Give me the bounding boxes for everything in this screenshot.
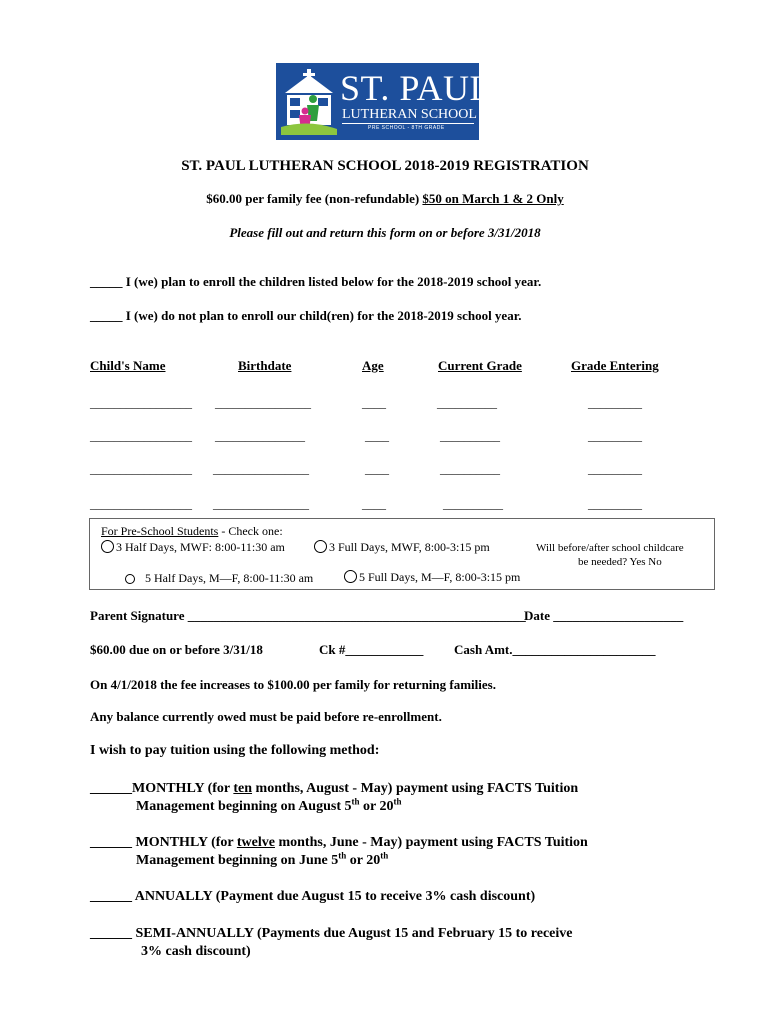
preschool-option-5-half-days[interactable] [125,571,313,586]
option-label: 5 Full Days, M—F, 8:00-3:15 pm [359,570,521,584]
logo-subtitle: LUTHERAN SCHOOL [342,107,477,122]
fee-increase-note: On 4/1/2018 the fee increases to $100.00 per family for returning families. [90,677,496,692]
superscript: th [380,850,389,861]
fee-discount-text: $50 on March 1 & 2 Only [422,191,564,206]
option-label: 5 Half Days, M—F, 8:00-11:30 am [145,571,314,585]
current-grade-field[interactable]: __________ [440,429,500,443]
date-label: Date [524,608,550,623]
tuition-blank[interactable]: ______ [90,889,132,904]
enroll-option-not-plan[interactable] [90,308,522,324]
logo-title: ST. PAUL [340,68,493,108]
preschool-heading-rest: - Check one: [218,524,283,538]
preschool-heading [101,524,283,539]
radio-circle-icon[interactable] [125,574,135,584]
option-text: or 20 [359,799,394,814]
col-header-age: Age [362,358,384,373]
age-field[interactable]: ____ [365,462,389,476]
option-text: MONTHLY (for [132,835,237,850]
option-emphasis: ten [233,781,253,796]
date-row [524,608,683,624]
option-label: 3 Full Days, MWF, 8:00-3:15 pm [329,540,490,554]
current-grade-field[interactable]: __________ [437,396,497,410]
balance-note: Any balance currently owed must be paid before re-enrollment. [90,709,442,724]
parent-signature-label: Parent Signature [90,608,185,623]
superscript: th [351,796,360,807]
option-text: months, June - May) payment using FACTS Tuition [274,835,588,850]
birthdate-field[interactable]: ________________ [213,497,309,511]
col-header-grade-entering: Grade Entering [571,358,659,373]
check-number-field[interactable]: ____________ [345,642,424,657]
col-header-birthdate: Birthdate [238,358,292,373]
tuition-option-annually[interactable] [90,889,535,905]
radio-circle-icon[interactable] [314,540,327,553]
tuition-blank[interactable]: ______ [90,926,132,941]
return-instruction: Please fill out and return this form on or before 3/31/2018 [229,225,541,240]
cash-amount-row [454,642,656,658]
enroll-plan-text: I (we) plan to enroll the children listed below for the 2018-2019 school year. [125,274,542,289]
cash-amount-field[interactable]: ______________________ [512,642,656,657]
option-text: Management beginning on August 5 [136,799,352,814]
option-text: SEMI-ANNUALLY (Payments due August 15 and February 15 to receive [132,926,573,941]
option-text: ANNUALLY (Payment due August 15 to receive 3% cash discount) [132,889,536,904]
logo-tagline: PRE SCHOOL - 8TH GRADE [368,125,445,131]
current-grade-field[interactable]: __________ [440,462,500,476]
tuition-option-monthly-ten[interactable] [90,781,578,797]
tuition-option-monthly-twelve-line2 [136,850,389,869]
child-name-field[interactable]: _________________ [90,462,192,476]
parent-signature-row [90,608,526,624]
child-name-field[interactable]: _________________ [90,497,192,511]
option-text: MONTHLY (for [132,781,234,796]
tuition-option-monthly-ten-line2 [136,796,402,815]
child-name-field[interactable]: _________________ [90,396,192,410]
tuition-heading: I wish to pay tuition using the following method: [90,743,380,758]
col-header-current-grade: Current Grade [438,358,522,373]
grade-entering-field[interactable]: _________ [588,429,642,443]
birthdate-field[interactable]: ________________ [215,396,311,410]
preschool-option-3-half-days[interactable] [101,540,285,555]
radio-circle-icon[interactable] [344,570,357,583]
option-emphasis: twelve [236,835,275,850]
child-name-field[interactable]: _________________ [90,429,192,443]
form-title: ST. PAUL LUTHERAN SCHOOL 2018-2019 REGISTRATION [181,158,589,174]
birthdate-field[interactable]: ________________ [213,462,309,476]
childcare-yes-no[interactable]: be needed? Yes No [578,556,662,568]
tuition-option-monthly-twelve[interactable] [90,835,588,851]
current-grade-field[interactable]: __________ [443,497,503,511]
enroll-not-plan-text: I (we) do not plan to enroll our child(ren) for the 2018-2019 school year. [125,308,522,323]
tuition-blank[interactable]: ______ [90,835,132,850]
school-building-icon [281,69,337,135]
school-logo [276,63,493,140]
check-number-row [319,642,423,658]
tuition-option-semi-annually-line2: 3% cash discount) [141,944,251,959]
fee-line [0,191,770,207]
age-field[interactable]: ____ [365,429,389,443]
tuition-option-semi-annually[interactable] [90,926,572,942]
fee-due-text: $60.00 due on or before 3/31/18 [90,642,263,657]
superscript: th [338,850,347,861]
childcare-question: Will before/after school childcare [536,542,684,554]
radio-circle-icon[interactable] [101,540,114,553]
preschool-option-3-full-days[interactable] [314,540,490,555]
logo-divider [342,123,474,124]
date-field[interactable]: ____________________ [553,608,684,623]
option-text: Management beginning on June 5 [136,853,339,868]
preschool-heading-label: For Pre-School Students [101,524,219,538]
enroll-plan-blank[interactable]: _____ [90,274,123,289]
enroll-not-plan-blank[interactable]: _____ [90,308,123,323]
cash-amount-label: Cash Amt. [454,642,513,657]
birthdate-field[interactable]: _______________ [215,429,305,443]
grade-entering-field[interactable]: _________ [588,497,642,511]
fee-text: $60.00 per family fee (non-refundable) [206,191,423,206]
age-field[interactable]: ____ [362,497,386,511]
col-header-childs-name: Child's Name [90,358,166,373]
superscript: th [393,796,402,807]
option-text: months, August - May) payment using FACTS Tuition [252,781,579,796]
tuition-blank[interactable]: ______ [90,781,132,796]
enroll-option-plan[interactable] [90,274,541,290]
check-number-label: Ck # [319,642,346,657]
parent-signature-field[interactable]: ____________________________________________________ [187,608,526,623]
option-label: 3 Half Days, MWF: 8:00-11:30 am [116,540,285,554]
grade-entering-field[interactable]: _________ [588,396,642,410]
grade-entering-field[interactable]: _________ [588,462,642,476]
age-field[interactable]: ____ [362,396,386,410]
preschool-option-5-full-days[interactable] [344,570,520,585]
option-text: or 20 [346,853,381,868]
